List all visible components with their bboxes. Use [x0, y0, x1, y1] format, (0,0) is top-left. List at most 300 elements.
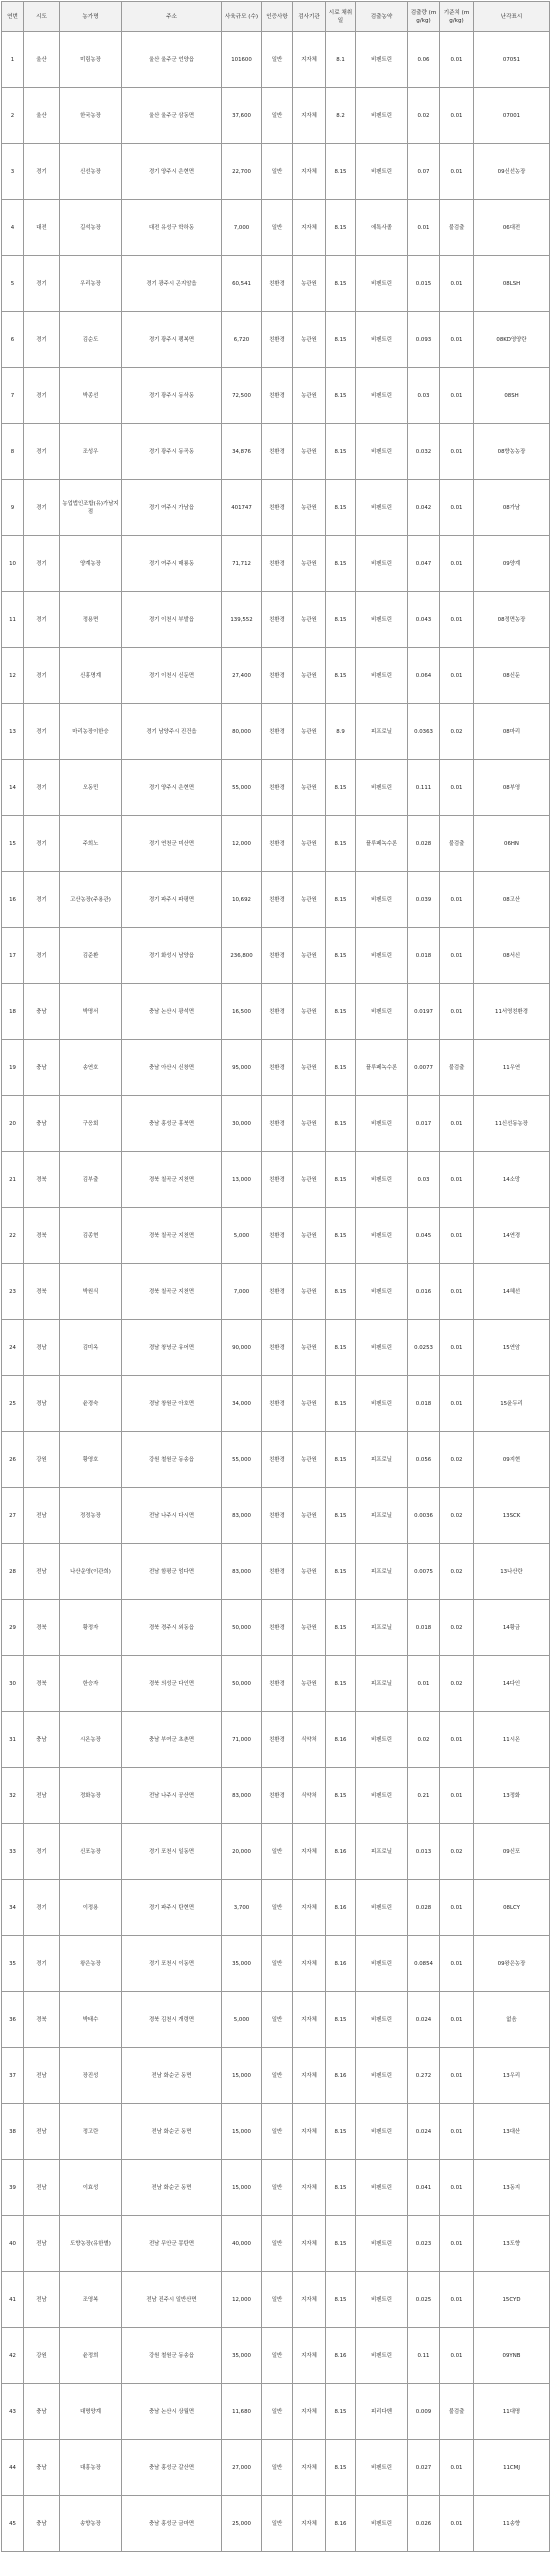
cell-flock-size: 34,876: [222, 424, 262, 480]
cell-pesticide: 비펜트린: [356, 536, 408, 592]
cell-farm-name: 박원식: [60, 1264, 122, 1320]
cell-farm-name: 장진성: [60, 2048, 122, 2104]
table-row: [2, 704, 550, 760]
cell-farm-name: 미림농장: [60, 32, 122, 88]
cell-certification: 친환경: [262, 1488, 293, 1544]
cell-sampling-date: 8.16: [326, 2048, 356, 2104]
table-row: [2, 816, 550, 872]
cell-sido: 경기: [24, 1880, 60, 1936]
cell-flock-size: 12,000: [222, 816, 262, 872]
cell-sido: 경북: [24, 1208, 60, 1264]
cell-egg-code: 08마리: [474, 704, 550, 760]
cell-address: 경남 창원군 아호면: [122, 1376, 222, 1432]
cell-egg-code: 09양계: [474, 536, 550, 592]
cell-detected-amount: 0.03: [408, 1152, 440, 1208]
cell-inspector: 농관원: [293, 1432, 326, 1488]
cell-pesticide: 비펜트린: [356, 312, 408, 368]
cell-address: 경북 칠곡군 지천면: [122, 1208, 222, 1264]
cell-standard-limit: 불검출: [440, 2384, 474, 2440]
cell-certification: 일반: [262, 2384, 293, 2440]
cell-egg-code: 13정화: [474, 1768, 550, 1824]
cell-address: 전남 화순군 동면: [122, 2104, 222, 2160]
cell-egg-code: 15연암: [474, 1320, 550, 1376]
cell-egg-code: 09왕은농장: [474, 1936, 550, 1992]
cell-no: 26: [2, 1432, 24, 1488]
cell-pesticide: 비펜트린: [356, 872, 408, 928]
cell-farm-name: 이정용: [60, 1880, 122, 1936]
cell-sampling-date: 8.16: [326, 1712, 356, 1768]
cell-pesticide: 플루페녹수론: [356, 1040, 408, 1096]
cell-certification: 친환경: [262, 760, 293, 816]
cell-detected-amount: 0.0077: [408, 1040, 440, 1096]
cell-sampling-date: 8.15: [326, 2216, 356, 2272]
table-row: [2, 872, 550, 928]
cell-sampling-date: 8.2: [326, 88, 356, 144]
cell-address: 경기 이천시 부발읍: [122, 592, 222, 648]
table-row: [2, 1544, 550, 1600]
cell-pesticide: 비펜트린: [356, 88, 408, 144]
cell-inspector: 농관원: [293, 1152, 326, 1208]
cell-certification: 일반: [262, 32, 293, 88]
cell-inspector: 농관원: [293, 872, 326, 928]
cell-no: 36: [2, 1992, 24, 2048]
cell-sido: 경기: [24, 144, 60, 200]
cell-sampling-date: 8.1: [326, 32, 356, 88]
cell-pesticide: 비펜트린: [356, 2048, 408, 2104]
cell-no: 40: [2, 2216, 24, 2272]
cell-egg-code: 09신선농장: [474, 144, 550, 200]
cell-sampling-date: 8.15: [326, 984, 356, 1040]
cell-sido: 경북: [24, 1992, 60, 2048]
cell-egg-code: 06대전: [474, 200, 550, 256]
cell-address: 대전 유성구 학하동: [122, 200, 222, 256]
cell-certification: 일반: [262, 1936, 293, 1992]
cell-pesticide: 비펜트린: [356, 2216, 408, 2272]
cell-farm-name: 김순도: [60, 312, 122, 368]
cell-pesticide: 비펜트린: [356, 2104, 408, 2160]
header-inspector: 검사기관: [293, 2, 326, 32]
cell-standard-limit: 0.01: [440, 592, 474, 648]
cell-detected-amount: 0.009: [408, 2384, 440, 2440]
cell-detected-amount: 0.06: [408, 32, 440, 88]
cell-flock-size: 16,500: [222, 984, 262, 1040]
cell-no: 30: [2, 1656, 24, 1712]
cell-farm-name: 정용면: [60, 592, 122, 648]
cell-inspector: 지자체: [293, 144, 326, 200]
cell-pesticide: 피프로닐: [356, 1600, 408, 1656]
table-row: [2, 1320, 550, 1376]
cell-flock-size: 60,541: [222, 256, 262, 312]
cell-no: 25: [2, 1376, 24, 1432]
header-no: 연번: [2, 2, 24, 32]
cell-address: 전남 나주시 다시면: [122, 1488, 222, 1544]
cell-detected-amount: 0.018: [408, 1376, 440, 1432]
cell-pesticide: 비펜트린: [356, 1152, 408, 1208]
cell-detected-amount: 0.026: [408, 2496, 440, 2552]
cell-flock-size: 12,000: [222, 2272, 262, 2328]
cell-flock-size: 10,692: [222, 872, 262, 928]
cell-no: 10: [2, 536, 24, 592]
cell-pesticide: 비펜트린: [356, 760, 408, 816]
cell-address: 경기 양주시 은현면: [122, 760, 222, 816]
cell-farm-name: 조성우: [60, 424, 122, 480]
cell-sampling-date: 8.15: [326, 2160, 356, 2216]
cell-standard-limit: 0.01: [440, 928, 474, 984]
table-row: [2, 928, 550, 984]
table-row: [2, 592, 550, 648]
cell-farm-name: 한승자: [60, 1656, 122, 1712]
cell-farm-name: 대명양계: [60, 2384, 122, 2440]
cell-farm-name: 주희노: [60, 816, 122, 872]
cell-sampling-date: 8.15: [326, 1376, 356, 1432]
table-row: [2, 2440, 550, 2496]
cell-no: 17: [2, 928, 24, 984]
table-row: [2, 1376, 550, 1432]
cell-address: 충남 홍성군 갈산면: [122, 2440, 222, 2496]
cell-farm-name: 정고란: [60, 2104, 122, 2160]
cell-sampling-date: 8.15: [326, 2104, 356, 2160]
cell-egg-code: 13우리: [474, 2048, 550, 2104]
cell-sampling-date: 8.15: [326, 1488, 356, 1544]
table-row: [2, 1264, 550, 1320]
cell-sido: 충남: [24, 2384, 60, 2440]
cell-sido: 전남: [24, 2160, 60, 2216]
cell-farm-name: 정정농장: [60, 1488, 122, 1544]
cell-no: 27: [2, 1488, 24, 1544]
cell-standard-limit: 0.01: [440, 480, 474, 536]
cell-address: 경북 칠곡군 지천면: [122, 1152, 222, 1208]
cell-sido: 경기: [24, 592, 60, 648]
cell-detected-amount: 0.024: [408, 2104, 440, 2160]
cell-address: 충남 논산시 광석면: [122, 984, 222, 1040]
cell-sido: 전남: [24, 2048, 60, 2104]
cell-flock-size: 34,000: [222, 1376, 262, 1432]
cell-detected-amount: 0.023: [408, 2216, 440, 2272]
cell-address: 경기 광주시 동곡동: [122, 424, 222, 480]
cell-farm-name: 마리농장이한승: [60, 704, 122, 760]
cell-standard-limit: 0.01: [440, 1096, 474, 1152]
cell-sido: 경북: [24, 1656, 60, 1712]
cell-no: 29: [2, 1600, 24, 1656]
cell-pesticide: 비펜트린: [356, 1208, 408, 1264]
cell-egg-code: 11우연: [474, 1040, 550, 1096]
cell-flock-size: 30,000: [222, 1096, 262, 1152]
cell-sampling-date: 8.15: [326, 256, 356, 312]
table-row: [2, 1040, 550, 1096]
cell-address: 경기 광주시 곤지암읍: [122, 256, 222, 312]
cell-address: 울산 울주군 언양읍: [122, 32, 222, 88]
cell-no: 1: [2, 32, 24, 88]
cell-no: 21: [2, 1152, 24, 1208]
cell-detected-amount: 0.032: [408, 424, 440, 480]
cell-inspector: 농관원: [293, 1040, 326, 1096]
cell-flock-size: 27,400: [222, 648, 262, 704]
cell-flock-size: 27,000: [222, 2440, 262, 2496]
table-row: [2, 2272, 550, 2328]
cell-detected-amount: 0.0253: [408, 1320, 440, 1376]
cell-flock-size: 22,700: [222, 144, 262, 200]
cell-no: 43: [2, 2384, 24, 2440]
cell-detected-amount: 0.0197: [408, 984, 440, 1040]
cell-sido: 경기: [24, 704, 60, 760]
cell-standard-limit: 0.01: [440, 648, 474, 704]
cell-sido: 경기: [24, 256, 60, 312]
cell-sampling-date: 8.15: [326, 1096, 356, 1152]
cell-flock-size: 5,000: [222, 1992, 262, 2048]
cell-standard-limit: 0.02: [440, 1824, 474, 1880]
cell-sido: 경기: [24, 648, 60, 704]
cell-egg-code: 09YNB: [474, 2328, 550, 2384]
cell-certification: 일반: [262, 1992, 293, 2048]
table-row: [2, 648, 550, 704]
cell-detected-amount: 0.016: [408, 1264, 440, 1320]
cell-address: 경기 연천군 미산면: [122, 816, 222, 872]
table-row: [2, 1992, 550, 2048]
cell-sampling-date: 8.15: [326, 1768, 356, 1824]
cell-egg-code: 08서신: [474, 928, 550, 984]
cell-egg-code: 08부영: [474, 760, 550, 816]
cell-pesticide: 비펜트린: [356, 480, 408, 536]
cell-pesticide: 비펜트린: [356, 1880, 408, 1936]
cell-standard-limit: 0.01: [440, 760, 474, 816]
cell-standard-limit: 0.02: [440, 704, 474, 760]
cell-farm-name: 조영복: [60, 2272, 122, 2328]
cell-sido: 충남: [24, 1040, 60, 1096]
cell-detected-amount: 0.02: [408, 88, 440, 144]
cell-sido: 충남: [24, 1712, 60, 1768]
cell-sampling-date: 8.15: [326, 200, 356, 256]
cell-no: 28: [2, 1544, 24, 1600]
cell-farm-name: 양계농장: [60, 536, 122, 592]
table-row: [2, 480, 550, 536]
cell-standard-limit: 0.02: [440, 1488, 474, 1544]
cell-sido: 경북: [24, 1152, 60, 1208]
cell-standard-limit: 0.01: [440, 2216, 474, 2272]
table-row: [2, 1152, 550, 1208]
cell-sido: 경기: [24, 760, 60, 816]
cell-no: 2: [2, 88, 24, 144]
cell-no: 44: [2, 2440, 24, 2496]
cell-egg-code: 08향농농장: [474, 424, 550, 480]
cell-egg-code: 08가남: [474, 480, 550, 536]
cell-no: 38: [2, 2104, 24, 2160]
cell-pesticide: 비펜트린: [356, 32, 408, 88]
cell-standard-limit: 0.01: [440, 1376, 474, 1432]
cell-sampling-date: 8.15: [326, 1432, 356, 1488]
cell-certification: 친환경: [262, 256, 293, 312]
cell-sido: 충남: [24, 2440, 60, 2496]
cell-certification: 친환경: [262, 1096, 293, 1152]
cell-egg-code: 11CMJ: [474, 2440, 550, 2496]
cell-sampling-date: 8.15: [326, 1600, 356, 1656]
cell-sido: 경남: [24, 1320, 60, 1376]
cell-inspector: 지자체: [293, 2216, 326, 2272]
cell-standard-limit: 0.01: [440, 2272, 474, 2328]
pesticide-egg-farm-table: [1, 1, 550, 2552]
cell-pesticide: 비펜트린: [356, 2328, 408, 2384]
cell-sampling-date: 8.15: [326, 536, 356, 592]
cell-certification: 친환경: [262, 1376, 293, 1432]
cell-pesticide: 비펜트린: [356, 2272, 408, 2328]
cell-inspector: 지자체: [293, 88, 326, 144]
cell-egg-code: 08LCY: [474, 1880, 550, 1936]
cell-sampling-date: 8.15: [326, 1544, 356, 1600]
cell-no: 20: [2, 1096, 24, 1152]
cell-detected-amount: 0.272: [408, 2048, 440, 2104]
cell-inspector: 농관원: [293, 648, 326, 704]
cell-no: 24: [2, 1320, 24, 1376]
cell-address: 경기 파주시 파평면: [122, 872, 222, 928]
table-row: [2, 1880, 550, 1936]
cell-address: 강원 철원군 동송읍: [122, 2328, 222, 2384]
cell-sido: 경기: [24, 480, 60, 536]
cell-sampling-date: 8.16: [326, 2496, 356, 2552]
cell-farm-name: 왕은농장: [60, 1936, 122, 1992]
cell-address: 경북 칠곡군 지천면: [122, 1264, 222, 1320]
cell-farm-name: 이효성: [60, 2160, 122, 2216]
cell-address: 전남 진주시 일반산면: [122, 2272, 222, 2328]
table-header-row: [2, 2, 550, 32]
cell-inspector: 농관원: [293, 1376, 326, 1432]
table-row: [2, 368, 550, 424]
cell-standard-limit: 0.01: [440, 1320, 474, 1376]
cell-detected-amount: 0.0075: [408, 1544, 440, 1600]
cell-flock-size: 6,720: [222, 312, 262, 368]
cell-detected-amount: 0.03: [408, 368, 440, 424]
cell-detected-amount: 0.0363: [408, 704, 440, 760]
cell-sampling-date: 8.15: [326, 1656, 356, 1712]
cell-flock-size: 50,000: [222, 1600, 262, 1656]
cell-pesticide: 비펜트린: [356, 2496, 408, 2552]
cell-detected-amount: 0.047: [408, 536, 440, 592]
cell-no: 18: [2, 984, 24, 1040]
cell-sido: 경기: [24, 424, 60, 480]
table-row: [2, 424, 550, 480]
cell-certification: 친환경: [262, 424, 293, 480]
cell-address: 경기 광주시 팽복면: [122, 312, 222, 368]
cell-flock-size: 55,000: [222, 760, 262, 816]
cell-certification: 친환경: [262, 480, 293, 536]
cell-no: 5: [2, 256, 24, 312]
table-row: [2, 88, 550, 144]
cell-standard-limit: 불검출: [440, 1040, 474, 1096]
cell-sido: 충남: [24, 984, 60, 1040]
cell-pesticide: 에톡사졸: [356, 200, 408, 256]
cell-no: 16: [2, 872, 24, 928]
cell-address: 충남 홍성군 홍북면: [122, 1096, 222, 1152]
cell-sido: 경남: [24, 1376, 60, 1432]
cell-egg-code: 13SCK: [474, 1488, 550, 1544]
cell-detected-amount: 0.056: [408, 1432, 440, 1488]
cell-pesticide: 비펜트린: [356, 592, 408, 648]
cell-no: 41: [2, 2272, 24, 2328]
cell-standard-limit: 0.02: [440, 1600, 474, 1656]
cell-certification: 일반: [262, 1824, 293, 1880]
cell-sido: 경북: [24, 1600, 60, 1656]
cell-detected-amount: 0.017: [408, 1096, 440, 1152]
cell-detected-amount: 0.018: [408, 1600, 440, 1656]
cell-farm-name: 윤정희: [60, 2328, 122, 2384]
cell-sido: 경기: [24, 536, 60, 592]
cell-sampling-date: 8.15: [326, 760, 356, 816]
cell-sampling-date: 8.15: [326, 2384, 356, 2440]
cell-standard-limit: 0.01: [440, 1768, 474, 1824]
cell-egg-code: 14황금: [474, 1600, 550, 1656]
cell-inspector: 농관원: [293, 1600, 326, 1656]
cell-address: 전남 무안군 몽탄면: [122, 2216, 222, 2272]
cell-certification: 친환경: [262, 1264, 293, 1320]
cell-certification: 친환경: [262, 648, 293, 704]
cell-address: 충남 홍성군 금마면: [122, 2496, 222, 2552]
table-row: [2, 200, 550, 256]
cell-standard-limit: 0.01: [440, 2160, 474, 2216]
cell-detected-amount: 0.039: [408, 872, 440, 928]
cell-standard-limit: 0.01: [440, 88, 474, 144]
cell-address: 전남 나주시 공산면: [122, 1768, 222, 1824]
cell-sampling-date: 8.15: [326, 2272, 356, 2328]
cell-sido: 전남: [24, 1544, 60, 1600]
cell-inspector: 지자체: [293, 1824, 326, 1880]
cell-farm-name: 송연호: [60, 1040, 122, 1096]
cell-sampling-date: 8.16: [326, 1824, 356, 1880]
cell-address: 경기 광주시 동삭동: [122, 368, 222, 424]
cell-sampling-date: 8.15: [326, 816, 356, 872]
cell-flock-size: 20,000: [222, 1824, 262, 1880]
cell-inspector: 농관원: [293, 704, 326, 760]
cell-certification: 친환경: [262, 816, 293, 872]
cell-inspector: 농관원: [293, 424, 326, 480]
cell-certification: 친환경: [262, 1712, 293, 1768]
cell-farm-name: 박종선: [60, 368, 122, 424]
cell-inspector: 농관원: [293, 368, 326, 424]
cell-sampling-date: 8.16: [326, 1936, 356, 1992]
cell-address: 경북 김천시 개령면: [122, 1992, 222, 2048]
cell-sampling-date: 8.15: [326, 1040, 356, 1096]
cell-address: 경기 포천시 이동면: [122, 1936, 222, 1992]
cell-address: 경기 남양주시 진건읍: [122, 704, 222, 760]
cell-certification: 일반: [262, 2216, 293, 2272]
cell-egg-code: 14다인: [474, 1656, 550, 1712]
cell-inspector: 지자체: [293, 2104, 326, 2160]
cell-no: 42: [2, 2328, 24, 2384]
cell-no: 39: [2, 2160, 24, 2216]
cell-standard-limit: 0.01: [440, 1712, 474, 1768]
cell-flock-size: 35,000: [222, 2328, 262, 2384]
cell-sampling-date: 8.15: [326, 872, 356, 928]
table-row: [2, 1600, 550, 1656]
cell-flock-size: 401747: [222, 480, 262, 536]
cell-pesticide: 피프로닐: [356, 1432, 408, 1488]
cell-inspector: 농관원: [293, 1264, 326, 1320]
cell-address: 경북 의성군 다인면: [122, 1656, 222, 1712]
cell-flock-size: 83,000: [222, 1768, 262, 1824]
cell-egg-code: 08고산: [474, 872, 550, 928]
cell-no: 14: [2, 760, 24, 816]
cell-no: 45: [2, 2496, 24, 2552]
header-certification: 인증사항: [262, 2, 293, 32]
cell-standard-limit: 0.01: [440, 1208, 474, 1264]
cell-flock-size: 236,800: [222, 928, 262, 984]
cell-address: 충남 논산시 상월면: [122, 2384, 222, 2440]
cell-address: 경기 화성시 남양읍: [122, 928, 222, 984]
cell-certification: 친환경: [262, 1040, 293, 1096]
cell-standard-limit: 불검출: [440, 816, 474, 872]
cell-detected-amount: 0.018: [408, 928, 440, 984]
cell-detected-amount: 0.01: [408, 1656, 440, 1712]
cell-sampling-date: 8.15: [326, 312, 356, 368]
cell-detected-amount: 0.07: [408, 144, 440, 200]
cell-flock-size: 35,000: [222, 1936, 262, 1992]
